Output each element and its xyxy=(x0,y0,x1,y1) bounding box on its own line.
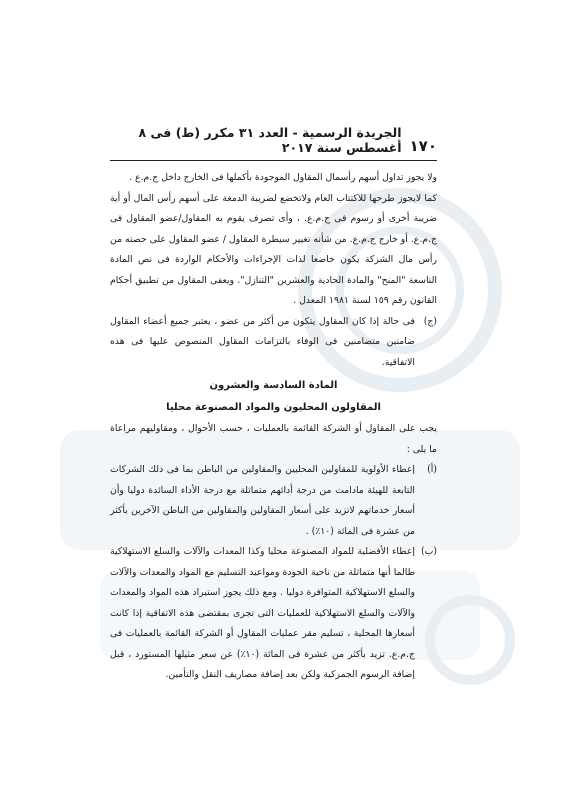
header-rule xyxy=(110,160,437,161)
clause-text: فى حالة إذا كان المقاول يتكون من أكثر من عضو ، يعتبر جميع أعضاء المقاول ضامنين متضامنين فى الوفاء بالتزامات المقاول المنصوص عليها فى هذه الاتفاقية. xyxy=(110,315,415,368)
paragraph: كما لايجوز طرحها للاكتتاب العام ولاتخضع لضريبة الدمغة على أسهم رأس المال أو أية ضريبة أخرى أو رسوم فى ج.م.ع. ، وأى تصرف يقوم به المقاول/عضو المقاول فى ج.م.ع. أو خارج ج.م.ع. من شأنه تغيير سيطرة المقاول / عضو المقاول على حصته من رأس مال الشركة يكون خاضعا لذات الإجراءات والأحكام الواردة فى نص المادة التاسعة "المنح" والمادة الحادية والعشرين "التنازل". ويعفى المقاول من تطبيق أحكام القانون رقم ١٥٩ لسنة ١٩٨١ المعدل . xyxy=(110,192,437,306)
clause-text: إعطاء الأولوية للمقاولين المحليين والمقاولين من الباطن بما فى ذلك الشركات التابعة للهيئة مادامت من درجة أدائهم متماثلة مع درجة الأداء السائدة دوليا وأن أسعار خدماتهم لاتزيد على أسعار المقاولين والمقاولين من الباطن الآخرين بأكثر من عشرة فى المائة (١٠٪) . xyxy=(110,464,415,537)
section-intro: يجب على المقاول أو الشركة القائمة بالعمليات ، حسب الأحوال ، ومقاوليهم مراعاة ما يلى : xyxy=(110,423,437,455)
clause-c xyxy=(110,312,437,374)
clause-marker: (ب) xyxy=(420,546,437,557)
clause-a xyxy=(110,460,437,542)
clause-b xyxy=(110,542,437,686)
page-header xyxy=(110,125,437,155)
article-number: المادة السادسة والعشرون xyxy=(209,380,338,391)
clause-text: إعطاء الأفضلية للمواد المصنوعة محليا وكذا المعدات والآلات والسلع الاستهلاكية طالما أنها متماثلة من ناحية الجودة ومواعيد التسليم مع المواد والمعدات والآلات والسلع الاستهلاكية المتوافرة دوليا . ومع ذلك يجوز استيراد هذه المواد والمعدات والآلات والسلع الاستهلاكية للعمليات التى تجرى بمقتضى هذه الاتفاقية إذا كانت أسعارها المحلية ، تسليم مقر عمليات المقاول أو الشركة القائمة بالعمليات فى ج.م.ع. تزيد بأكثر من عشرة فى المائة (١٠٪) عن سعر مثيلها المستورد ، قبل إضافة الرسوم الجمركية ولكن بعد إضافة مصاريف النقل والتأمين. xyxy=(110,546,415,680)
clause-marker: (ج) xyxy=(423,315,437,327)
document-body xyxy=(110,168,437,686)
article-title: المقاولون المحليون والمواد المصنوعة محليا xyxy=(166,402,381,413)
gazette-title: الجريدة الرسمية - العدد ٣١ مكرر (ط) فى ٨ أغسطس سنة ٢٠١٧ xyxy=(138,125,402,155)
paragraph: ولا يجوز تداول أسهم رأسمال المقاول الموجودة بأكملها فى الخارج داخل ج.م.ع . xyxy=(129,172,437,183)
page-number: ١٧٠ xyxy=(409,137,437,155)
clause-marker: (أ) xyxy=(427,464,437,475)
